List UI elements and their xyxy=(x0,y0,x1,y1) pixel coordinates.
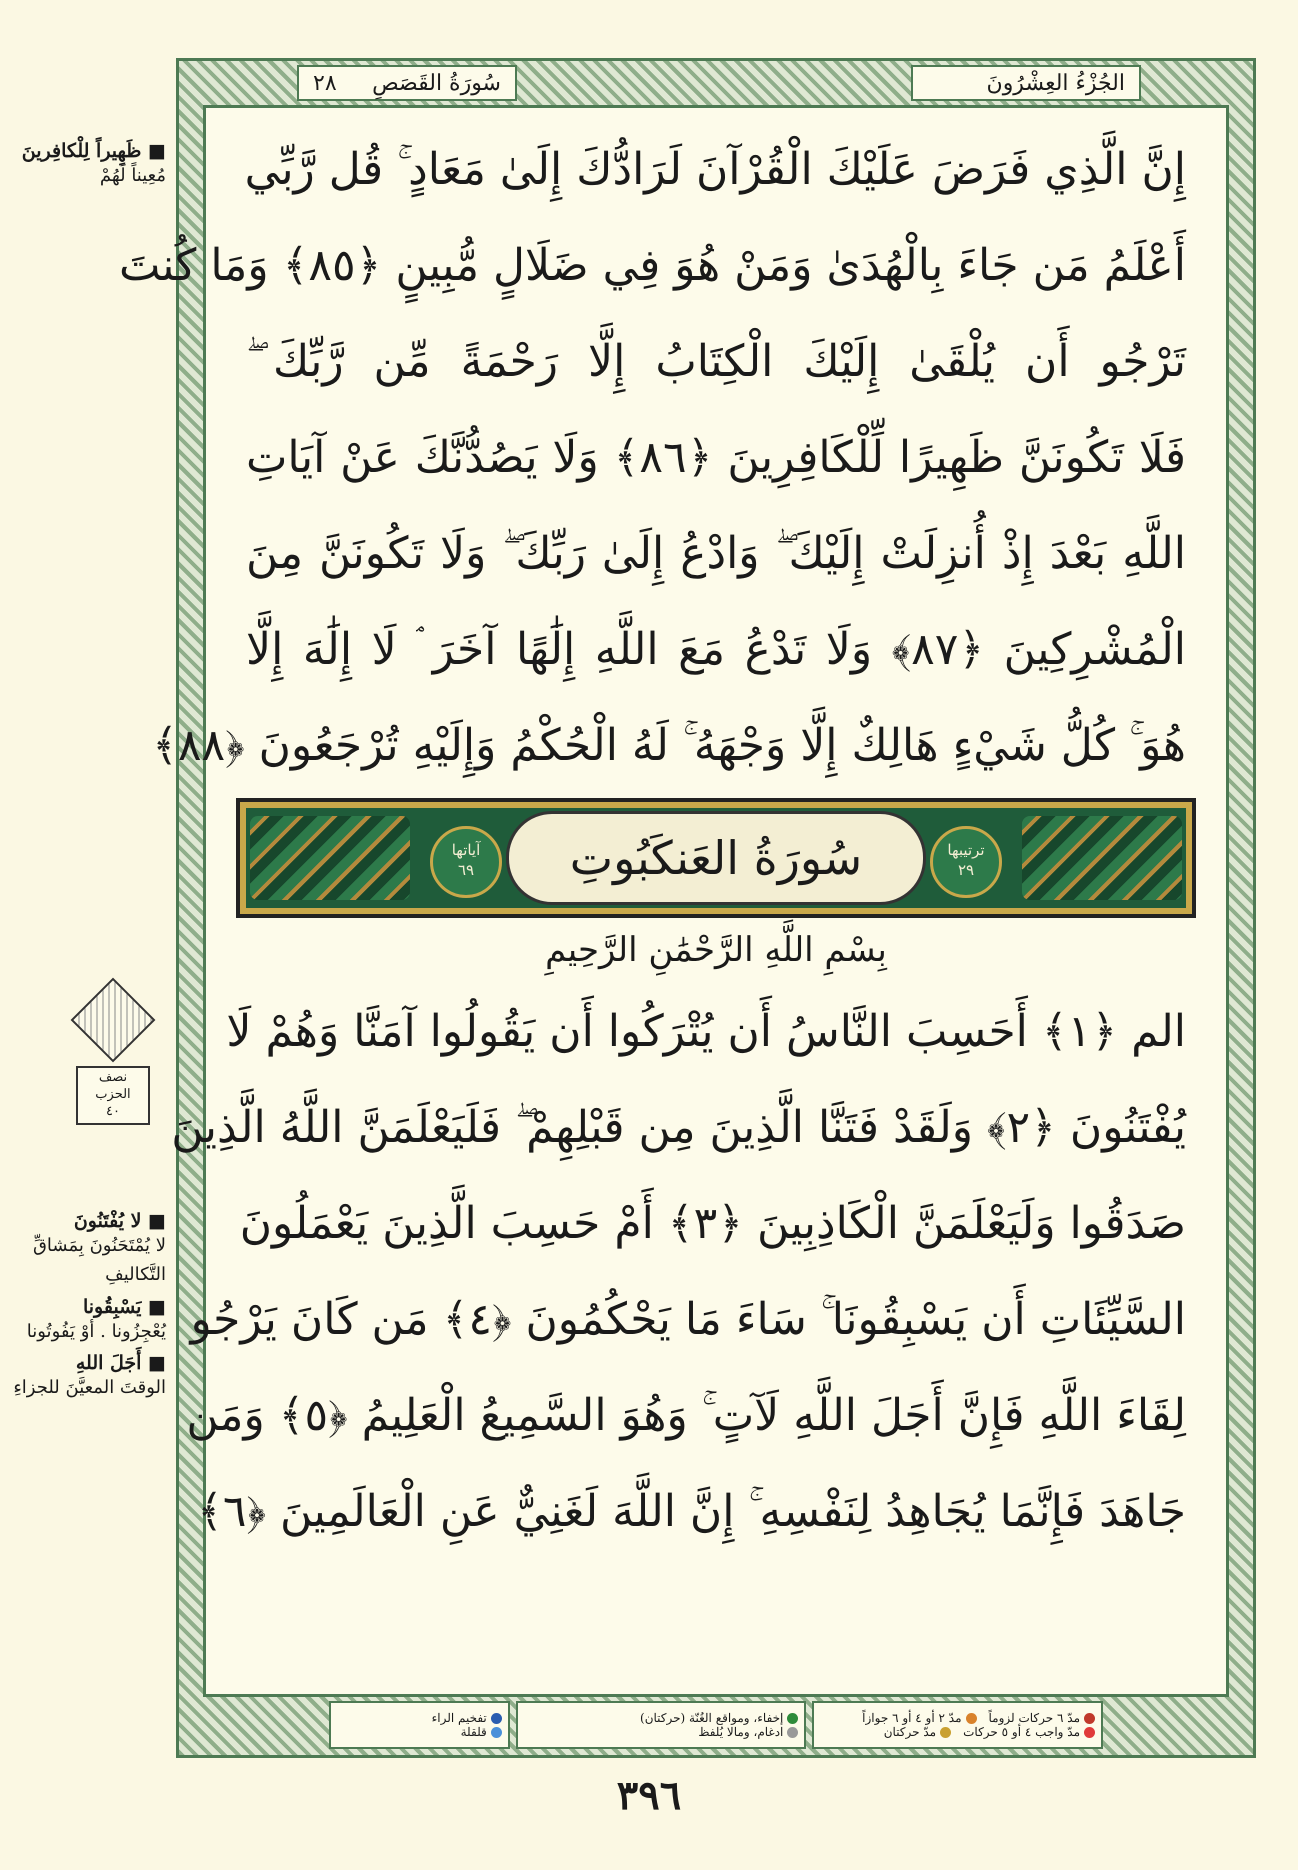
surah-header-tab xyxy=(297,65,517,101)
hizb-marker xyxy=(76,990,150,1140)
order-medallion xyxy=(930,826,1002,898)
legend-item xyxy=(524,1725,799,1739)
note-body: الوقتَ المعيَّنَ للجزاءِ xyxy=(13,1377,166,1399)
verse-line: السَّيِّئَاتِ أَن يَسْبِقُونَا ۚ سَاءَ مَا يَحْكُمُونَ ﴿٤﴾ مَن كَانَ يَرْجُو xyxy=(190,1294,1186,1345)
verses-bottom xyxy=(171,984,1186,1560)
note-1 xyxy=(6,140,166,191)
legend-item xyxy=(337,1725,502,1739)
legend-text: قلقلة xyxy=(460,1725,487,1739)
verse-line: لِقَاءَ اللَّهِ فَإِنَّ أَجَلَ اللَّهِ لَآتٍ ۚ وَهُوَ السَّمِيعُ الْعَلِيمُ ﴿٥﴾ وَمَن xyxy=(186,1390,1186,1441)
note-body: يُعْجِزُونا . أوْ يَفُوتُونا xyxy=(26,1320,166,1342)
hizb-line2: الحزب xyxy=(95,1086,131,1102)
ayat-label: آياتها xyxy=(451,841,481,859)
dot-icon xyxy=(1084,1713,1095,1724)
verse-line: إِنَّ الَّذِي فَرَضَ عَلَيْكَ الْقُرْآنَ لَرَادُّكَ إِلَىٰ مَعَادٍ ۚ قُل رَّبِّي xyxy=(244,144,1186,195)
margin-notes-lower xyxy=(6,1210,166,1409)
legend-item xyxy=(337,1711,502,1725)
verse-line: الْمُشْرِكِينَ ﴿٨٧﴾ وَلَا تَدْعُ مَعَ اللَّهِ إِلَٰهًا آخَرَ ۘ لَا إِلَٰهَ إِلَّا xyxy=(246,624,1186,675)
legend-group-ghunna xyxy=(516,1701,807,1749)
verse-line: جَاهَدَ فَإِنَّمَا يُجَاهِدُ لِنَفْسِهِ ۚ إِنَّ اللَّهَ لَغَنِيٌّ عَنِ الْعَالَمِينَ ﴿٦﴾ xyxy=(197,1486,1186,1537)
legend-group-madd xyxy=(812,1701,1103,1749)
legend-text: تفخيم الراء xyxy=(431,1711,487,1725)
legend-text: مدّ واجب ٤ أو ٥ حركات xyxy=(963,1725,1080,1739)
surah-name: سُورَةُ القَصَصِ xyxy=(372,70,501,96)
verse-line: أَعْلَمُ مَن جَاءَ بِالْهُدَىٰ وَمَنْ هُوَ فِي ضَلَالٍ مُّبِينٍ ﴿٨٥﴾ وَمَا كُنتَ xyxy=(118,240,1186,291)
verse-line: تَرْجُو أَن يُلْقَىٰ إِلَيْكَ الْكِتَابُ إِلَّا رَحْمَةً مِّن رَّبِّكَ ۖ xyxy=(246,336,1186,387)
hizb-line1: نصف xyxy=(98,1070,128,1085)
surah-number: ٢٨ xyxy=(313,70,337,96)
note-body: لا يُمْتَحَنُونَ بِمَشاقِّ التَّكاليفِ xyxy=(32,1235,166,1285)
ayat-value: ٦٩ xyxy=(457,860,475,879)
dot-icon xyxy=(787,1727,798,1738)
verse-line: اللَّهِ بَعْدَ إِذْ أُنزِلَتْ إِلَيْكَ ۖ وَادْعُ إِلَىٰ رَبِّكَ ۖ وَلَا تَكُونَنَّ مِنَ xyxy=(246,528,1186,579)
page-number: ٣٩٦ xyxy=(616,1772,682,1819)
dot-icon xyxy=(940,1727,951,1738)
legend-text: مدّ ٦ حركات لزوماً xyxy=(988,1711,1080,1725)
ornament-left-icon xyxy=(250,816,410,900)
note-2 xyxy=(6,1210,166,1290)
margin-notes xyxy=(6,140,166,197)
hizb-star-icon xyxy=(71,978,156,1063)
note-head: ■ يَسْبِقُونا xyxy=(82,1295,166,1318)
tajweed-legend xyxy=(329,1701,1103,1749)
note-head: ■ أَجَلَ اللهِ xyxy=(75,1352,166,1375)
order-value: ٢٩ xyxy=(957,860,975,879)
legend-item xyxy=(820,1711,1095,1725)
legend-item xyxy=(820,1725,1095,1739)
surah-title-banner xyxy=(236,798,1196,918)
order-label: ترتيبها xyxy=(947,841,985,859)
legend-text: مدّ ٢ أو ٤ أو ٦ جوازاً xyxy=(862,1711,962,1725)
note-head: ■ لا يُفْتَنُونَ xyxy=(73,1210,166,1232)
legend-text: إخفاء، ومواقع الغُنّة (حركتان) xyxy=(640,1711,784,1725)
dot-icon xyxy=(966,1713,977,1724)
dot-icon xyxy=(491,1727,502,1738)
verse-line: يُفْتَنُونَ ﴿٢﴾ وَلَقَدْ فَتَنَّا الَّذِينَ مِن قَبْلِهِمْ ۖ فَلَيَعْلَمَنَّ اللَّهُ الَّذِينَ xyxy=(171,1102,1186,1153)
ornament-right-icon xyxy=(1022,816,1182,900)
legend-item xyxy=(524,1711,799,1725)
note-body: مُعِيناً لَهُمْ xyxy=(99,165,166,186)
basmala: بِسْمِ اللَّهِ الرَّحْمَٰنِ الرَّحِيمِ xyxy=(545,930,887,970)
juz-header-tab xyxy=(911,65,1141,101)
hizb-box xyxy=(76,1066,150,1125)
surah-title: سُورَةُ العَنكَبُوتِ xyxy=(506,811,926,905)
legend-group-ra xyxy=(329,1701,510,1749)
juz-name: الجُزْءُ العِشْرُونَ xyxy=(986,70,1125,96)
note-4 xyxy=(6,1352,166,1403)
note-3 xyxy=(6,1296,166,1347)
dot-icon xyxy=(787,1713,798,1724)
hizb-line3: ٤٠ xyxy=(106,1103,120,1119)
verse-line: صَدَقُوا وَلَيَعْلَمَنَّ الْكَاذِبِينَ ﴿٣﴾ أَمْ حَسِبَ الَّذِينَ يَعْمَلُونَ xyxy=(239,1198,1186,1249)
verse-line: هُوَ ۚ كُلُّ شَيْءٍ هَالِكٌ إِلَّا وَجْهَهُ ۚ لَهُ الْحُكْمُ وَإِلَيْهِ تُرْجَعُونَ ﴿٨٨﴾ xyxy=(152,720,1186,771)
ayat-count-medallion xyxy=(430,826,502,898)
dot-icon xyxy=(491,1713,502,1724)
legend-text: ادغام، ومالا يُلفظ xyxy=(698,1725,784,1739)
verse-line: فَلَا تَكُونَنَّ ظَهِيرًا لِّلْكَافِرِينَ ﴿٨٦﴾ وَلَا يَصُدُّنَّكَ عَنْ آيَاتِ xyxy=(246,432,1186,483)
legend-text: مدّ حركتان xyxy=(883,1725,937,1739)
note-head: ■ ظَهِيراً لِلْكافِرينَ xyxy=(21,140,166,162)
dot-icon xyxy=(1084,1727,1095,1738)
verse-line: الم ﴿١﴾ أَحَسِبَ النَّاسُ أَن يُتْرَكُوا أَن يَقُولُوا آمَنَّا وَهُمْ لَا xyxy=(226,1006,1186,1057)
